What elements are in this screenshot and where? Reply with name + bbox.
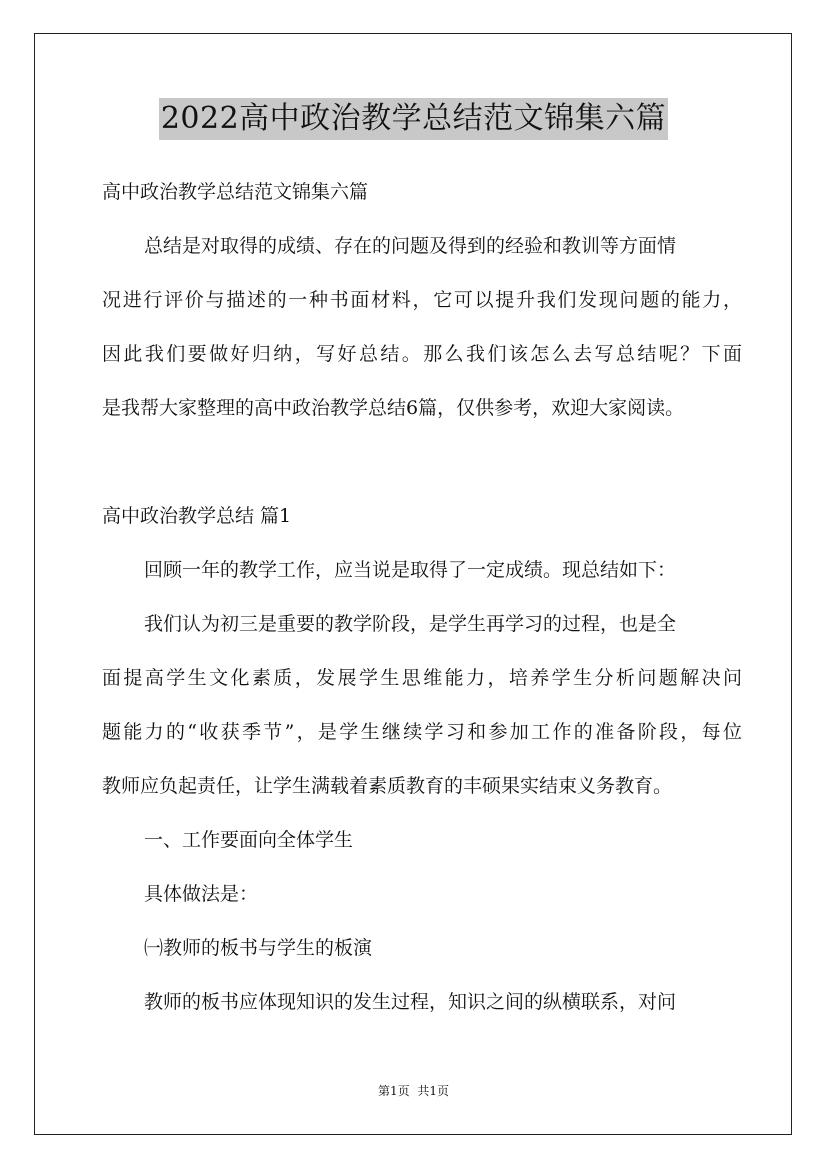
paragraph-2-line-2: 面提高学生文化素质，发展学生思维能力，培养学生分析问题解决问 xyxy=(102,667,742,689)
paragraph-2-line-1: 我们认为初三是重要的教学阶段，是学生再学习的过程，也是全 xyxy=(144,613,677,635)
document-title: 2022高中政治教学总结范文锦集六篇 xyxy=(159,98,668,140)
document-subtitle: 高中政治教学总结范文锦集六篇 xyxy=(102,181,369,203)
method-label: 具体做法是： xyxy=(144,883,259,905)
point-heading-1: 一、工作要面向全体学生 xyxy=(144,829,354,851)
blank-line xyxy=(102,435,742,489)
paragraph-2-line-4: 教师应负起责任，让学生满载着素质教育的丰硕果实结束义务教育。 xyxy=(102,775,673,797)
page-total: 共1页 xyxy=(417,1084,449,1098)
page-footer xyxy=(0,1083,827,1099)
sub-heading-1: ㈠教师的板书与学生的板演 xyxy=(144,937,373,959)
paragraph-1: 回顾一年的教学工作，应当说是取得了一定成绩。现总结如下： xyxy=(144,559,677,581)
document-body xyxy=(102,165,742,1029)
page-number: 第1页 xyxy=(378,1084,410,1098)
paragraph-3-line-1: 教师的板书应体现知识的发生过程，知识之间的纵横联系，对问 xyxy=(144,991,677,1013)
intro-line-2: 况进行评价与描述的一种书面材料，它可以提升我们发现问题的能力， xyxy=(102,289,742,311)
title-container xyxy=(0,98,827,140)
intro-line-1: 总结是对取得的成绩、存在的问题及得到的经验和教训等方面情 xyxy=(144,235,677,257)
intro-line-4: 是我帮大家整理的高中政治教学总结6篇，仅供参考，欢迎大家阅读。 xyxy=(102,397,685,419)
intro-line-3: 因此我们要做好归纳，写好总结。那么我们该怎么去写总结呢？下面 xyxy=(102,343,742,365)
paragraph-2-line-3: 题能力的“收获季节”，是学生继续学习和参加工作的准备阶段，每位 xyxy=(102,721,742,743)
section-heading: 高中政治教学总结 篇1 xyxy=(102,505,292,527)
